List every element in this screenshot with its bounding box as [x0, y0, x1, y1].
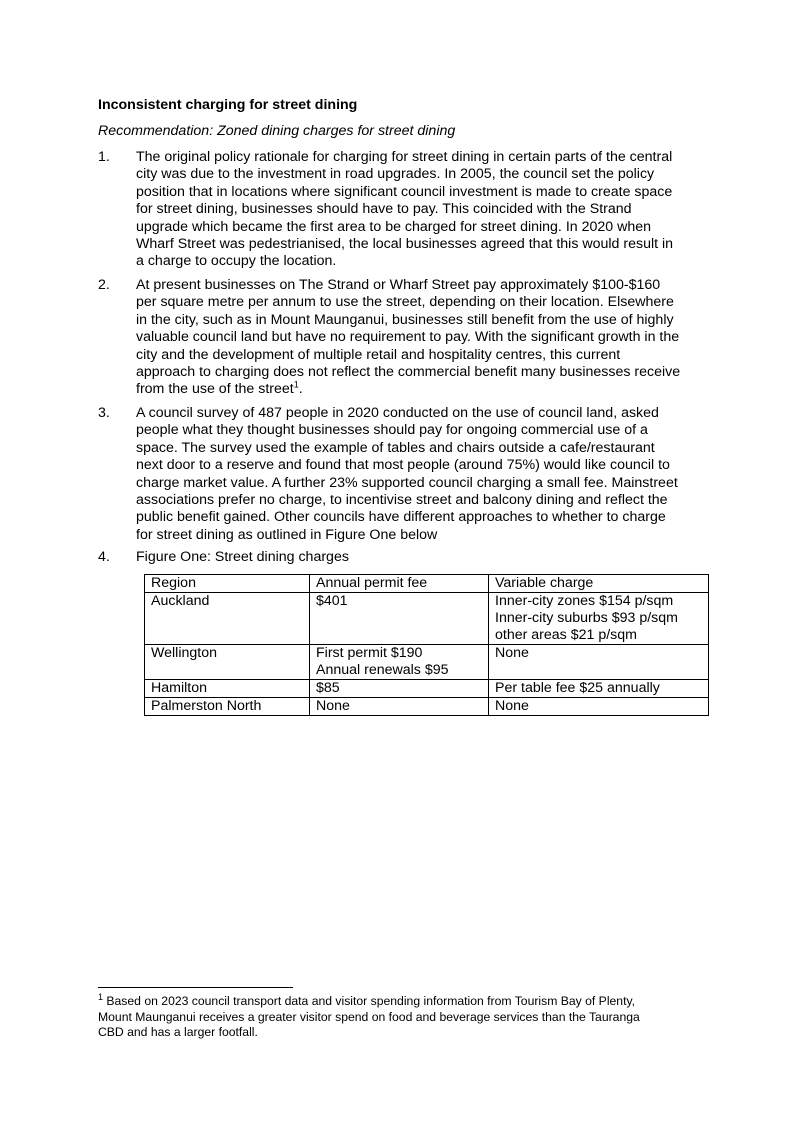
fee-cell	[310, 680, 489, 698]
footnote-line: Mount Maunganui receives a greater visitor spend on food and beverage services than the Tauranga	[98, 1009, 640, 1024]
table-row	[145, 698, 709, 716]
cell-line: None	[495, 698, 529, 714]
footnote-line: CBD and has a larger footfall.	[98, 1025, 258, 1040]
paragraph-2	[98, 277, 718, 399]
column-header-variable-charge: Variable charge	[489, 575, 709, 593]
paragraph-number: 1.	[98, 149, 110, 165]
region-cell: Hamilton	[145, 680, 310, 698]
cell-line: First permit $190	[316, 645, 423, 661]
fee-cell	[310, 593, 489, 645]
table-row	[145, 593, 709, 645]
footnote	[98, 991, 718, 1041]
variable-cell	[489, 680, 709, 698]
footnote-text: Based on 2023 council transport data and visitor spending information from Tourism Bay of Plenty,	[103, 994, 636, 1008]
table-row	[145, 645, 709, 680]
figure-title: Figure One: Street dining charges	[136, 549, 349, 565]
text-line: upgrade which became the first area to be charged for street dining. In 2020 when	[136, 218, 652, 235]
paragraph-1	[98, 149, 718, 271]
text-line: a charge to occupy the location.	[136, 253, 337, 270]
text-line: position that in locations where significant council investment is made to create space	[136, 183, 673, 200]
text-line: Wharf Street was pedestrianised, the local businesses agreed that this would result in	[136, 236, 674, 253]
text-line: approach to charging does not reflect the commercial benefit many businesses receive	[136, 364, 681, 381]
cell-line: None	[316, 698, 350, 714]
region-cell: Auckland	[145, 593, 310, 645]
region-cell: Palmerston North	[145, 698, 310, 716]
text-line: At present businesses on The Strand or Wharf Street pay approximately $100-$160	[136, 277, 661, 293]
footnote-marker: 1	[98, 991, 104, 1002]
paragraph-body	[136, 149, 718, 271]
text-line: next door to a reserve and found that most people (around 75%) would like council to	[136, 457, 670, 474]
text-line: charge market value. A further 23% supported council charging a small fee. Mainstreet	[136, 474, 678, 491]
text-line: valuable council land but have no requirement to pay. With the significant growth in the	[136, 329, 680, 346]
text-line: A council survey of 487 people in 2020 conducted on the use of council land, asked	[136, 405, 659, 421]
cell-line: $85	[316, 680, 340, 696]
footnote-separator	[98, 987, 293, 988]
region-cell: Wellington	[145, 645, 310, 680]
text-line: for street dining, businesses should have to pay. This coincided with the Strand	[136, 201, 632, 218]
street-dining-charges-table	[144, 574, 709, 716]
column-header-region: Region	[145, 575, 310, 593]
table-row	[145, 680, 709, 698]
variable-cell	[489, 593, 709, 645]
paragraph-number: 4.	[98, 549, 110, 565]
paragraph-number: 3.	[98, 405, 110, 421]
section-heading: Inconsistent charging for street dining	[98, 97, 358, 113]
recommendation-line: Recommendation: Zoned dining charges for street dining	[98, 123, 456, 139]
text-line: people what they thought businesses should pay for ongoing commercial use of a	[136, 422, 648, 439]
paragraph-number: 2.	[98, 277, 110, 293]
text-line: for street dining as outlined in Figure One below	[136, 526, 438, 543]
footnote-line	[98, 991, 718, 1010]
variable-cell	[489, 698, 709, 716]
fee-cell	[310, 645, 489, 680]
footnote-reference[interactable]: 1	[293, 379, 299, 390]
paragraph-body	[136, 277, 718, 399]
table-header-row	[145, 575, 709, 593]
cell-line: Inner-city zones $154 p/sqm	[495, 593, 674, 609]
text-line: in the city, such as in Mount Maunganui, businesses still benefit from the use of highly	[136, 311, 674, 328]
text-line: per square metre per annum to use the street, depending on their location. Elsewhere	[136, 294, 674, 311]
text-line: The original policy rationale for charging for street dining in certain parts of the central	[136, 149, 673, 165]
text-line: from the use of the street	[136, 381, 294, 398]
text-line: public benefit gained. Other councils have different approaches to whether to charge	[136, 509, 666, 526]
cell-line: $401	[316, 593, 348, 609]
text-line: city and the development of multiple retail and hospitality centres, this current	[136, 346, 621, 363]
cell-line: Per table fee $25 annually	[495, 680, 660, 696]
cell-line: Annual renewals $95	[316, 662, 449, 678]
text-line: space. The survey used the example of tables and chairs outside a cafe/restaurant	[136, 439, 655, 456]
text-line: associations prefer no charge, to incentivise street and balcony dining and reflect the	[136, 492, 668, 509]
paragraph-body	[136, 405, 718, 544]
cell-line: Inner-city suburbs $93 p/sqm	[495, 610, 678, 626]
cell-line: None	[495, 645, 529, 661]
paragraph-3	[98, 405, 718, 544]
cell-line: other areas $21 p/sqm	[495, 627, 637, 643]
column-header-annual-permit-fee: Annual permit fee	[310, 575, 489, 593]
fee-cell	[310, 698, 489, 716]
text-line-with-footnote: from the use of the street$^1$.	[136, 379, 303, 398]
text-line: city was due to the investment in road upgrades. In 2005, the council set the policy	[136, 166, 655, 183]
variable-cell	[489, 645, 709, 680]
